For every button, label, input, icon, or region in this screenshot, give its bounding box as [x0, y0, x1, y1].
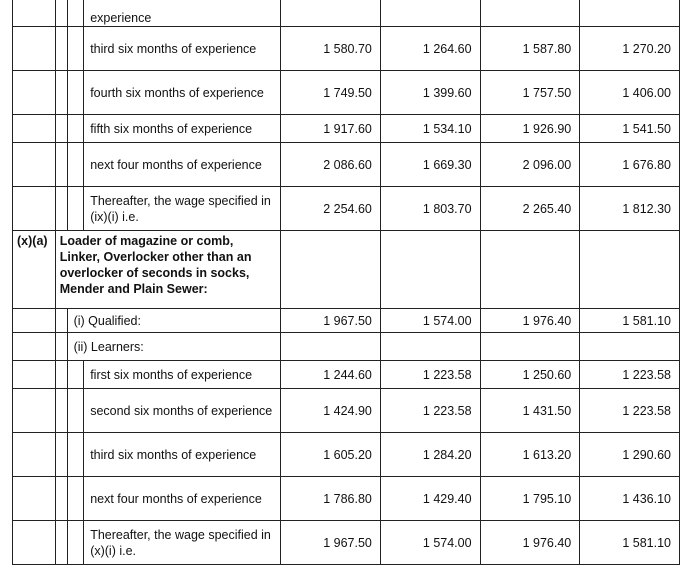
wage-cell: 1 290.60: [580, 433, 680, 477]
wage-cell: 1 967.50: [281, 521, 381, 565]
table-row: [13, 433, 680, 477]
wage-cell: 1 976.40: [480, 309, 580, 333]
section-row: [13, 231, 680, 309]
qualified-label: (i) Qualified:: [67, 309, 281, 333]
table-row: [13, 71, 680, 115]
row-label: second six months of experience: [84, 389, 281, 433]
row-label: first six months of experience: [84, 361, 281, 389]
wage-cell: 1 223.58: [580, 361, 680, 389]
row-label: next four months of experience: [84, 477, 281, 521]
wage-cell: 1 587.80: [480, 27, 580, 71]
table-row: [13, 27, 680, 71]
wage-cell: 1 967.50: [281, 309, 381, 333]
wage-cell: 1 424.90: [281, 389, 381, 433]
wage-cell: [380, 0, 480, 27]
wage-cell: 1 270.20: [580, 27, 680, 71]
row-label: Thereafter, the wage specified in (x)(i) i.e.: [84, 521, 281, 565]
wage-cell: 1 406.00: [580, 71, 680, 115]
wage-cell: 2 254.60: [281, 187, 381, 231]
row-label: experience: [84, 0, 281, 27]
wage-cell: 1 581.10: [580, 521, 680, 565]
wage-cell: 1 749.50: [281, 71, 381, 115]
wage-cell: 1 812.30: [580, 187, 680, 231]
row-label: fifth six months of experience: [84, 115, 281, 143]
row-label: third six months of experience: [84, 27, 281, 71]
wage-cell: [281, 0, 381, 27]
wage-cell: 1 917.60: [281, 115, 381, 143]
table-row: [13, 187, 680, 231]
wage-cell: 2 096.00: [480, 143, 580, 187]
wage-cell: [580, 0, 680, 27]
table-row: [13, 477, 680, 521]
wage-cell: 1 399.60: [380, 71, 480, 115]
wage-cell: 1 786.80: [281, 477, 381, 521]
wage-cell: 1 926.90: [480, 115, 580, 143]
table-row: [13, 333, 680, 361]
wage-cell: 1 264.60: [380, 27, 480, 71]
wage-cell: 2 265.40: [480, 187, 580, 231]
table-row: [13, 0, 680, 27]
row-label: third six months of experience: [84, 433, 281, 477]
wage-cell: 1 244.60: [281, 361, 381, 389]
wage-cell: 1 223.58: [380, 389, 480, 433]
wage-cell: 1 574.00: [380, 521, 480, 565]
table-row: [13, 143, 680, 187]
wage-cell: 1 284.20: [380, 433, 480, 477]
wage-table: [12, 0, 680, 565]
wage-cell: 1 429.40: [380, 477, 480, 521]
wage-cell: 1 676.80: [580, 143, 680, 187]
row-label: next four months of experience: [84, 143, 281, 187]
wage-cell: 1 250.60: [480, 361, 580, 389]
row-label: Thereafter, the wage specified in (ix)(i) i.e.: [84, 187, 281, 231]
wage-cell: 1 976.40: [480, 521, 580, 565]
table-row: [13, 361, 680, 389]
wage-cell: [480, 0, 580, 27]
wage-cell: 1 795.10: [480, 477, 580, 521]
wage-cell: 1 223.58: [380, 361, 480, 389]
wage-cell: 2 086.60: [281, 143, 381, 187]
table-row: [13, 115, 680, 143]
wage-cell: 1 803.70: [380, 187, 480, 231]
wage-cell: 1 581.10: [580, 309, 680, 333]
table-row: [13, 389, 680, 433]
row-label: fourth six months of experience: [84, 71, 281, 115]
learners-label: (ii) Learners:: [67, 333, 281, 361]
wage-cell: 1 436.10: [580, 477, 680, 521]
table-row: [13, 309, 680, 333]
table-row: [13, 521, 680, 565]
wage-cell: 1 574.00: [380, 309, 480, 333]
wage-cell: 1 605.20: [281, 433, 381, 477]
section-title: Loader of magazine or comb, Linker, Overlocker other than an overlocker of seconds in socks, Mender and Plain Sewer:: [55, 231, 280, 309]
wage-cell: 1 757.50: [480, 71, 580, 115]
wage-cell: 1 580.70: [281, 27, 381, 71]
section-code: (x)(a): [13, 231, 56, 309]
wage-cell: 1 541.50: [580, 115, 680, 143]
wage-cell: 1 669.30: [380, 143, 480, 187]
wage-cell: 1 431.50: [480, 389, 580, 433]
wage-cell: 1 613.20: [480, 433, 580, 477]
wage-cell: 1 223.58: [580, 389, 680, 433]
wage-cell: 1 534.10: [380, 115, 480, 143]
